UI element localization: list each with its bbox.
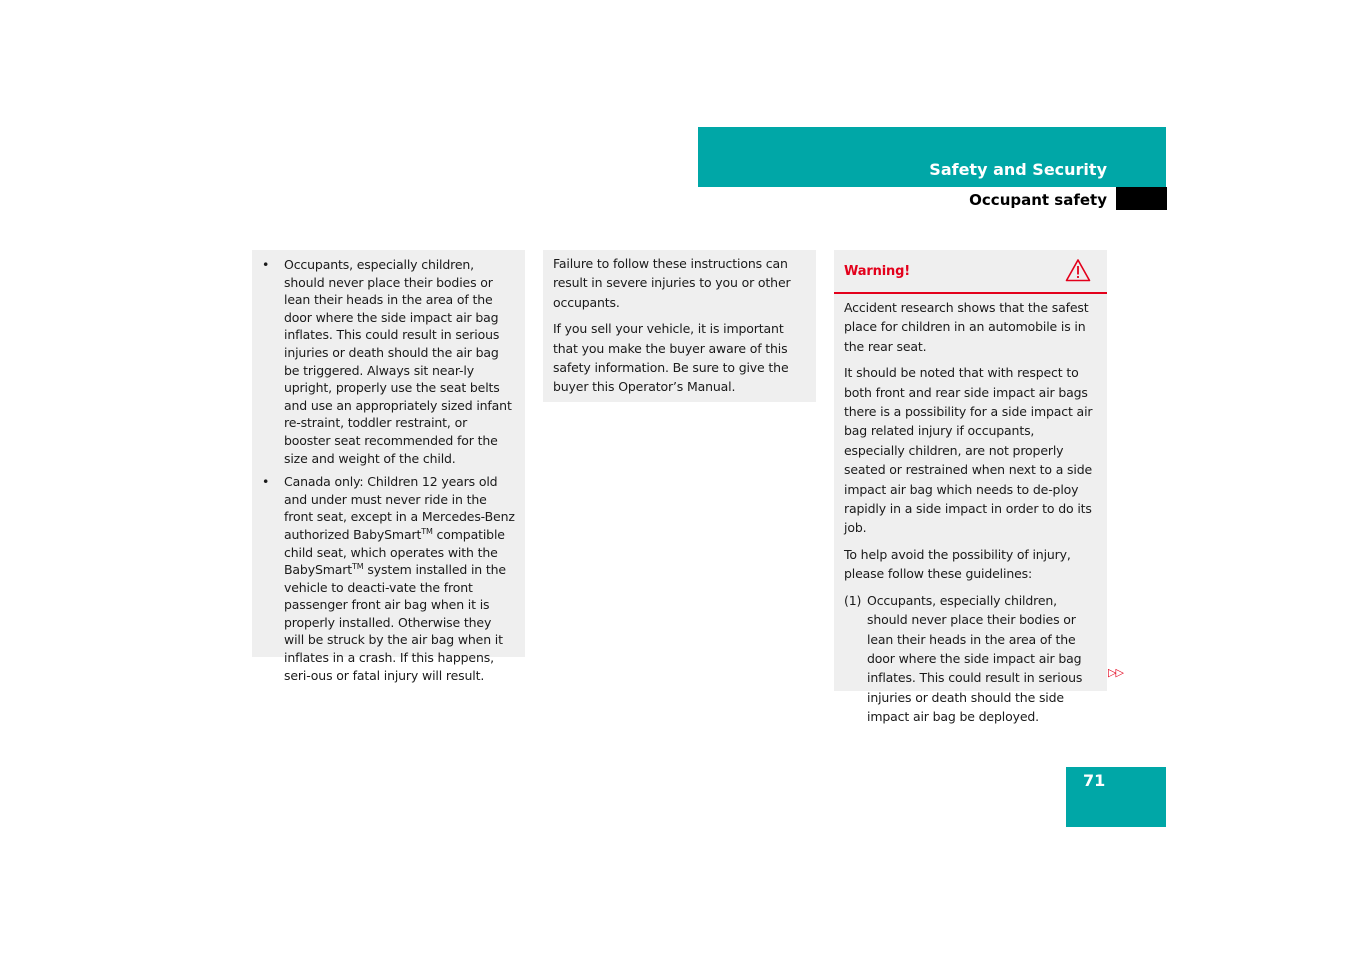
bullet-text-part: compatible child seat, which operates with the BabySmart: [284, 526, 505, 578]
bullet-text-part: system installed in the vehicle to deacti-vate the front passenger front air bag when it is properly installed. Otherwise they will be struck by the air bag when it inflates in a crash. If this happens, seri-ous or fatal injury will result.: [284, 562, 506, 683]
guideline-text: Occupants, especially children, should never place their bodies or lean their heads in the area of the door where the side impact air bag inflates. This could result in serious injuries or death should the side impact air bag be deployed.: [867, 592, 1083, 725]
trademark-sup: TM: [421, 526, 433, 536]
page-number-box: [1066, 767, 1166, 827]
middle-paragraph: Failure to follow these instructions can result in severe injuries to you or other occupants.: [553, 256, 791, 310]
section-title: Safety and Security: [929, 160, 1107, 179]
continued-arrow-icon: ▷▷: [1108, 666, 1123, 679]
warning-body: [834, 294, 1107, 727]
numbered-guideline: [844, 591, 1097, 727]
bullet-item: [262, 256, 515, 467]
middle-paragraph: If you sell your vehicle, it is important that you make the buyer aware of this safety information. Be sure to give the buyer this Operator’s Manual.: [553, 321, 789, 395]
subsection-title: Occupant safety: [969, 191, 1107, 209]
warning-label: Warning!: [844, 264, 911, 279]
bullet-text-canada: [284, 474, 515, 683]
warning-panel: [834, 250, 1107, 725]
chapter-tab-marker: [1116, 187, 1167, 210]
page-number: 71: [1083, 771, 1106, 790]
warning-header: [834, 250, 1107, 294]
bullet-text-side-airbag: Occupants, especially children, should never place their bodies or lean their heads in the area of the door where the side impact air bag inflates. This could result in serious injuries or death should the air bag be triggered. Always sit near-ly upright, properly use the seat belts and use an appropriately sized infant re-straint, toddler restraint, or booster seat recommended for the size and weight of the child.: [284, 257, 512, 466]
guideline-number: (1): [844, 592, 862, 608]
bullet-marker: •: [262, 257, 270, 272]
bullet-text-part: Canada only: Children 12 years old and under must never ride in the front seat, except in a Mercedes-Benz authorized BabySmart: [284, 474, 515, 542]
warning-paragraph: To help avoid the possibility of injury, please follow these guidelines:: [844, 546, 1071, 582]
warning-triangle-icon: [1065, 258, 1091, 282]
trademark-sup: TM: [352, 561, 364, 571]
bullet-item: [262, 473, 515, 684]
left-info-panel: [252, 250, 525, 683]
warning-paragraph: Accident research shows that the safest place for children in an automobile is in the rear seat.: [844, 300, 1089, 354]
middle-info-panel: [543, 250, 816, 402]
bullet-marker: •: [262, 474, 270, 490]
warning-paragraph: It should be noted that with respect to both front and rear side impact air bags there is a possibility for a side impact air bag related injury if occupants, especially children, are not properly seated or restrained when next to a side impact air bag which needs to de-ploy rapidly in a side impact in order to do its job.: [844, 365, 1093, 536]
